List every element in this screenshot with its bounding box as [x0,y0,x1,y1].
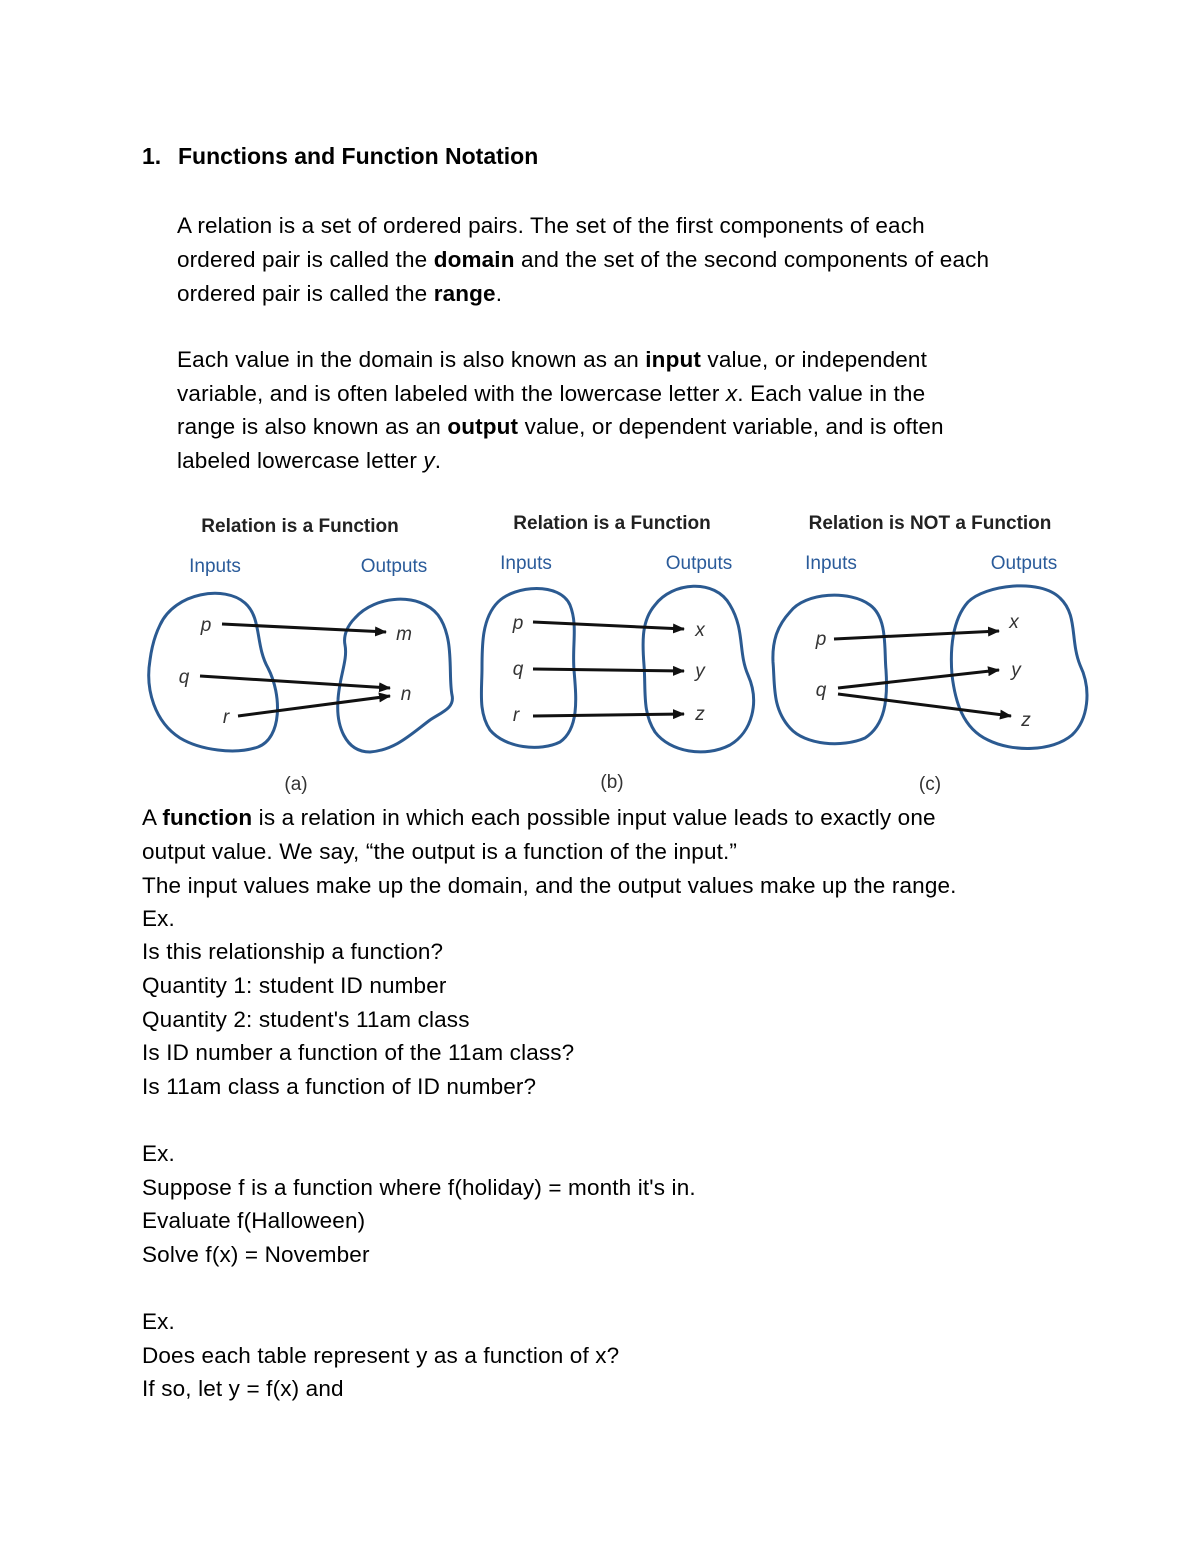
input-element: q [178,667,190,688]
mapping-arrow [533,714,684,716]
output-element: m [396,624,412,645]
text-run: A [142,805,163,830]
text-run: labeled lowercase letter [177,448,424,473]
mapping-arrow [533,669,684,671]
term-input: input [645,347,702,372]
output-element: z [1021,710,1031,731]
example-1-line-5: Is 11am class a function of ID number? [142,1074,537,1099]
input-element: q [815,680,827,701]
diagram-title: Relation is a Function [513,513,711,534]
mapping-arrow [838,694,1011,716]
example-label: Ex. [142,1141,175,1166]
diagram-caption: (a) [284,774,308,795]
example-1-line-3: Quantity 2: student's 11am class [142,1007,470,1032]
mapping-arrow [838,670,999,688]
variable-x: x [725,381,738,406]
mapping-arrow [222,624,386,632]
text-run: A relation is a set of ordered pairs. The set of the first components of each [177,213,925,238]
example-3-line-1: Does each table represent y as a function of x? [142,1343,620,1368]
output-element: n [400,684,412,705]
example-label: Ex. [142,906,175,931]
diagram-panel-a [149,516,453,795]
inputs-label: Inputs [189,556,241,577]
diagram-title: Relation is a Function [201,516,399,537]
example-2-line-2: Evaluate f(Halloween) [142,1208,366,1233]
text-run: and the set of the second components of each [514,247,990,272]
function-definition-line-3: The input values make up the domain, and the output values make up the range. [142,873,957,898]
term-output: output [447,414,519,439]
input-element: p [512,613,524,634]
example-label: Ex. [142,1309,175,1334]
output-element: x [695,620,705,641]
outputs-label: Outputs [665,553,733,574]
diagram-panel-b [481,513,753,793]
example-1-line-2: Quantity 1: student ID number [142,973,447,998]
text-run: ordered pair is called the [177,247,434,272]
output-element: x [1009,612,1019,633]
outputs-label: Outputs [360,556,428,577]
example-2-line-3: Solve f(x) = November [142,1242,370,1267]
section-number: 1. [142,143,162,169]
text-run: Each value in the domain is also known as an [177,347,646,372]
inputs-label: Inputs [500,553,552,574]
term-domain: domain [433,247,515,272]
input-element: q [512,659,524,680]
text-run: value, or dependent variable, and is often [518,414,944,439]
input-set-blob [149,593,278,751]
output-set-blob [338,599,453,752]
section-title: Functions and Function Notation [178,143,539,169]
input-set-blob [773,595,887,744]
inputs-label: Inputs [805,553,857,574]
diagram-panel-c [773,513,1087,795]
output-element: y [1011,660,1021,681]
example-1-line-1: Is this relationship a function? [142,939,444,964]
outputs-label: Outputs [990,553,1058,574]
text-run: ordered pair is called the [177,281,434,306]
mapping-arrow [200,676,390,688]
text-run: is a relation in which each possible input value leads to exactly one [252,805,936,830]
text-run: value, or independent [701,347,927,372]
function-definition-line-1 [142,801,936,835]
text-run: . Each value in the [737,381,926,406]
text-run: . [434,448,442,473]
text-run: range is also known as an [177,414,448,439]
output-element: y [695,661,705,682]
diagram-caption: (c) [918,774,942,795]
output-element: z [695,704,705,725]
example-3-line-2: If so, let y = f(x) and [142,1376,344,1401]
mapping-arrow [834,631,999,639]
input-element: r [222,707,230,728]
input-element: r [512,705,520,726]
term-range: range [433,281,496,306]
mapping-arrow [533,622,684,629]
term-function: function [162,805,253,830]
example-2-line-1: Suppose f is a function where f(holiday) = month it's in. [142,1175,696,1200]
diagram-title: Relation is NOT a Function [808,513,1052,534]
function-definition-line-2: output value. We say, “the output is a function of the input.” [142,839,738,864]
text-run: . [495,281,503,306]
diagram-caption: (b) [600,772,624,793]
text-run: variable, and is often labeled with the lowercase letter [177,381,726,406]
input-element: p [200,615,212,636]
variable-y: y [423,448,435,473]
mapping-arrow [238,696,390,716]
example-1-line-4: Is ID number a function of the 11am class? [142,1040,575,1065]
input-element: p [815,629,827,650]
